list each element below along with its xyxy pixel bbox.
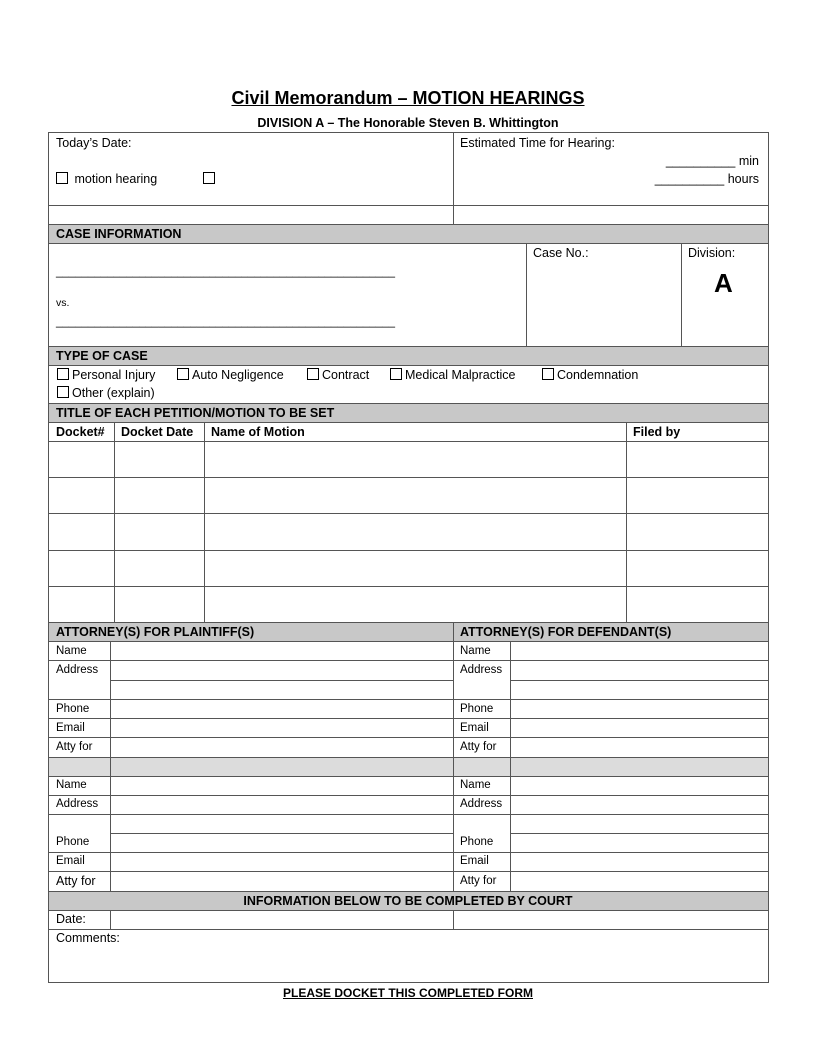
- defendant-atty-for-label: Atty for: [460, 741, 497, 753]
- defendant-2-address-label: Address: [460, 798, 503, 810]
- court-date-label: Date:: [56, 912, 86, 926]
- footer-note: PLEASE DOCKET THIS COMPLETED FORM: [282, 986, 533, 1000]
- case-no-label: Case No.:: [533, 246, 589, 260]
- plaintiff-2-atty-for-label: Atty for: [56, 874, 96, 888]
- defendant-phone-label: Phone: [460, 703, 494, 715]
- plaintiff-2-address-label: Address: [56, 798, 99, 810]
- case-type-medical-malpractice[interactable]: Medical Malpractice: [390, 368, 515, 383]
- defendant-attorneys-heading: ATTORNEY(S) FOR DEFENDANT(S): [460, 625, 672, 639]
- plaintiff-phone-label: Phone: [56, 703, 90, 715]
- blank-option[interactable]: [203, 172, 218, 187]
- form-title: Civil Memorandum – MOTION HEARINGS: [231, 88, 585, 108]
- defendant-2-name-label: Name: [460, 779, 491, 791]
- division-value: A: [714, 268, 733, 298]
- plaintiff-2-phone-label: Phone: [56, 836, 90, 848]
- defendant-2-atty-for-label: Atty for: [460, 875, 497, 887]
- type-of-case-heading: TYPE OF CASE: [56, 349, 148, 363]
- motion-hearing-option[interactable]: [56, 172, 157, 187]
- plaintiff-party-line[interactable]: _____________________________________________________: [56, 266, 395, 278]
- blank-checkbox[interactable]: [203, 172, 215, 184]
- todays-date-label: Today’s Date:: [56, 136, 132, 150]
- case-type-auto-negligence[interactable]: Auto Negligence: [177, 368, 284, 383]
- col-filed-by: Filed by: [633, 425, 681, 439]
- case-type-contract[interactable]: Contract: [307, 368, 369, 383]
- motion-hearing-checkbox[interactable]: [56, 172, 68, 184]
- case-info-heading: CASE INFORMATION: [56, 227, 182, 241]
- checkbox-icon[interactable]: [57, 368, 69, 380]
- checkbox-icon[interactable]: [390, 368, 402, 380]
- case-type-other[interactable]: Other (explain): [57, 386, 155, 401]
- defendant-email-label: Email: [460, 722, 489, 734]
- plaintiff-atty-for-label: Atty for: [56, 741, 93, 753]
- defendant-name-label: Name: [460, 645, 491, 657]
- case-type-condemnation[interactable]: Condemnation: [542, 368, 638, 383]
- division-label: Division:: [688, 246, 736, 260]
- checkbox-icon[interactable]: [57, 386, 69, 398]
- checkbox-icon[interactable]: [542, 368, 554, 380]
- case-type-personal-injury[interactable]: Personal Injury: [57, 368, 155, 383]
- vs-label: vs.: [56, 297, 70, 309]
- plaintiff-2-email-label: Email: [56, 855, 85, 867]
- defendant-party-line[interactable]: _____________________________________________________: [56, 316, 395, 328]
- comments-label: Comments:: [56, 931, 120, 945]
- estimated-time-label: Estimated Time for Hearing:: [460, 136, 615, 150]
- col-docket-number: Docket#: [56, 425, 105, 439]
- plaintiff-address-label: Address: [56, 664, 99, 676]
- motions-heading: TITLE OF EACH PETITION/MOTION TO BE SET: [56, 406, 335, 420]
- defendant-address-label: Address: [460, 664, 503, 676]
- motion-hearing-label: motion hearing: [74, 172, 158, 186]
- hours-field[interactable]: __________ hours: [654, 172, 759, 186]
- plaintiff-name-label: Name: [56, 645, 87, 657]
- col-docket-date: Docket Date: [121, 425, 194, 439]
- attorney-divider-bar: [48, 757, 769, 776]
- defendant-2-email-label: Email: [460, 855, 489, 867]
- court-section-heading: INFORMATION BELOW TO BE COMPLETED BY COURT: [243, 894, 573, 908]
- plaintiff-email-label: Email: [56, 722, 85, 734]
- plaintiff-2-name-label: Name: [56, 779, 87, 791]
- col-name-of-motion: Name of Motion: [211, 425, 305, 439]
- defendant-2-phone-label: Phone: [460, 836, 494, 848]
- minutes-field[interactable]: __________ min: [665, 154, 759, 168]
- form-subtitle: DIVISION A – The Honorable Steven B. Whittington: [257, 116, 559, 130]
- checkbox-icon[interactable]: [307, 368, 319, 380]
- plaintiff-attorneys-heading: ATTORNEY(S) FOR PLAINTIFF(S): [56, 625, 255, 639]
- type-of-case-bar: [48, 346, 769, 365]
- checkbox-icon[interactable]: [177, 368, 189, 380]
